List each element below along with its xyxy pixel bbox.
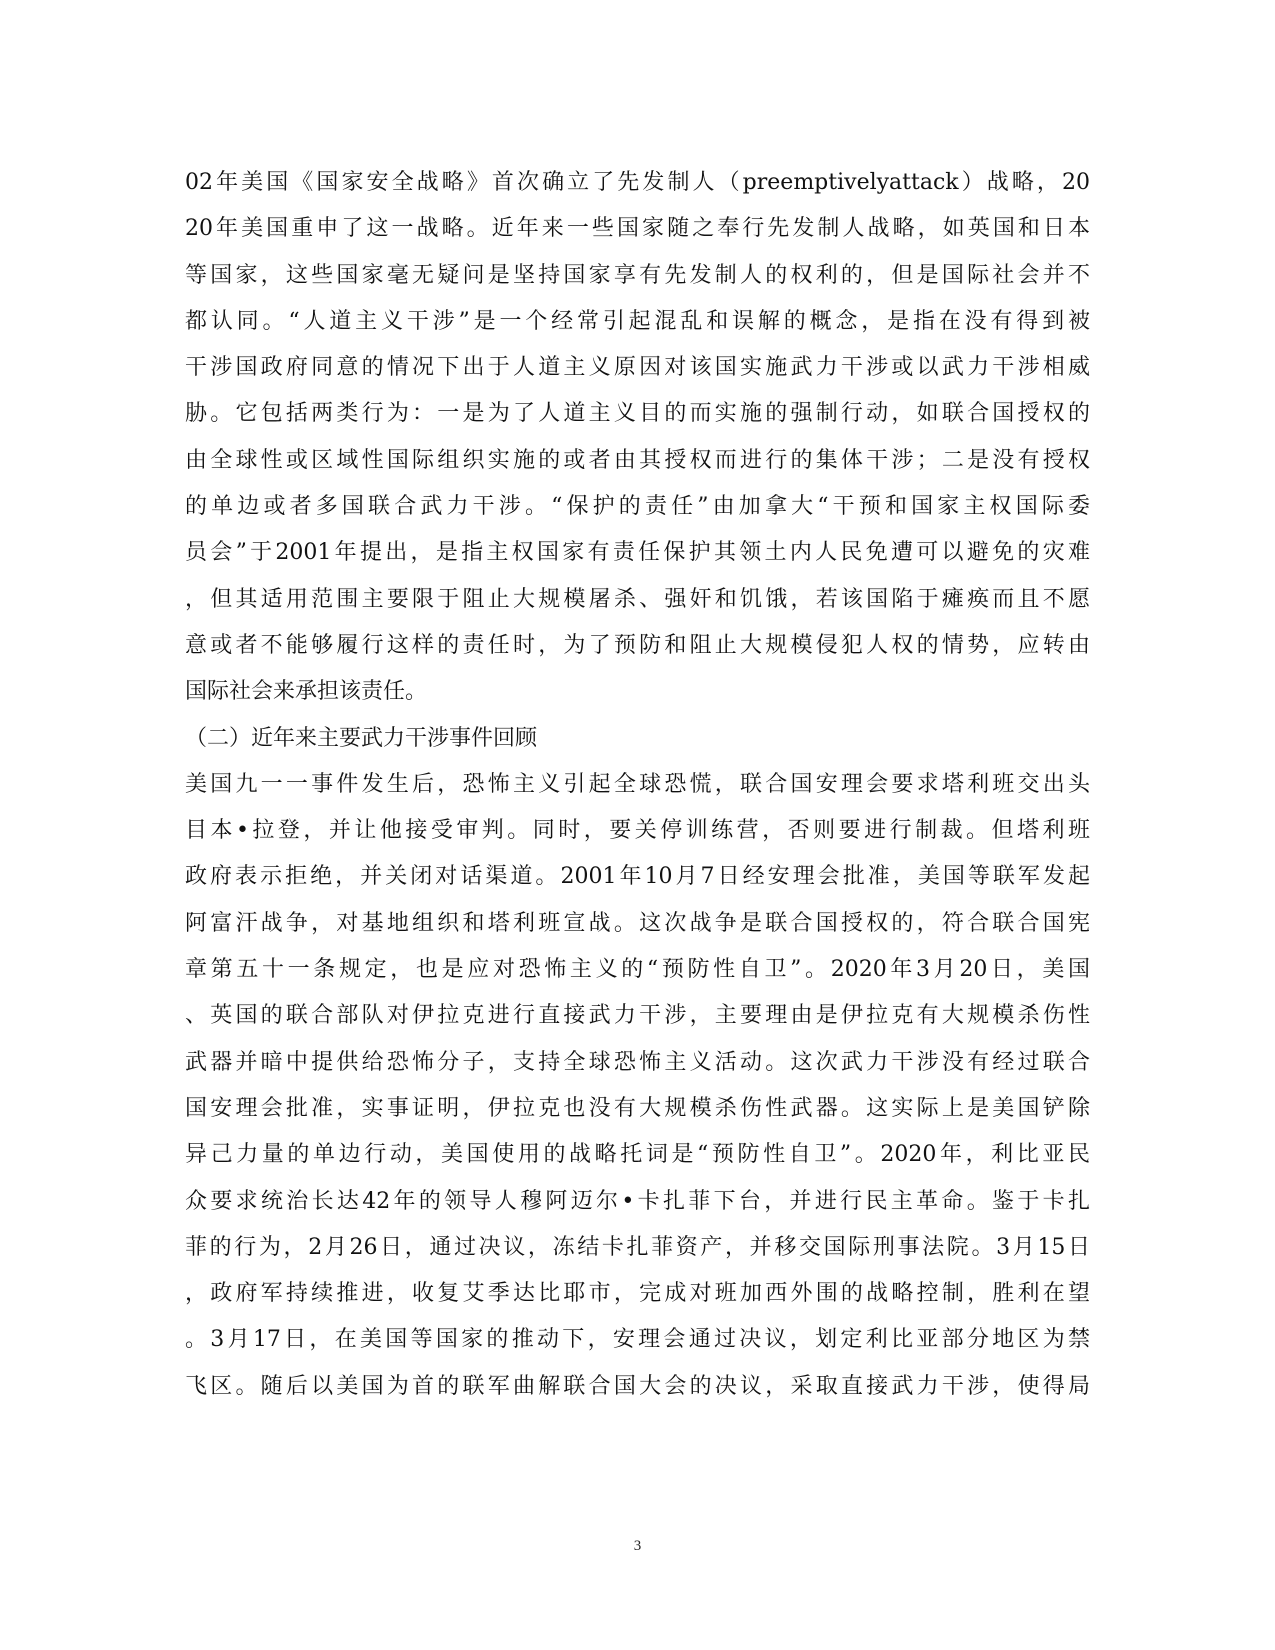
text-line: 目本•拉登，并让他接受审判。同时，要关停训练营，否则要进行制裁。但塔利班 <box>185 818 1090 844</box>
text-line: 意或者不能够履行这样的责任时，为了预防和阻止大规模侵犯人权的情势，应转由 <box>185 632 1090 658</box>
section-heading: （二）近年来主要武力干涉事件回顾 <box>185 725 538 751</box>
paragraph-end-line: 国际社会来承担该责任。 <box>185 679 428 705</box>
text-line: 菲的行为，2月26日，通过决议，冻结卡扎菲资产，并移交国际刑事法院。3月15日 <box>185 1234 1090 1260</box>
text-line: 飞区。随后以美国为首的联军曲解联合国大会的决议，采取直接武力干涉，使得局 <box>185 1373 1090 1399</box>
text-line: 02年美国《国家安全战略》首次确立了先发制人（preemptivelyattack）战略，20 <box>185 170 1090 195</box>
text-line: 阿富汗战争，对基地组织和塔利班宣战。这次战争是联合国授权的，符合联合国宪 <box>185 910 1090 936</box>
text-line: 20年美国重申了这一战略。近年来一些国家随之奉行先发制人战略，如英国和日本 <box>185 216 1090 242</box>
text-line: 员会”于2001年提出，是指主权国家有责任保护其领土内人民免遭可以避免的灾难 <box>185 540 1090 566</box>
text-line: 国安理会批准，实事证明，伊拉克也没有大规模杀伤性武器。这实际上是美国铲除 <box>185 1095 1090 1121</box>
text-line: 胁。它包括两类行为：一是为了人道主义目的而实施的强制行动，如联合国授权的 <box>185 401 1090 427</box>
text-line: 、英国的联合部队对伊拉克进行直接武力干涉，主要理由是伊拉克有大规模杀伤性 <box>185 1003 1090 1029</box>
text-line: 政府表示拒绝，并关闭对话渠道。2001年10月7日经安理会批准，美国等联军发起 <box>185 864 1090 890</box>
text-line: 美国九一一事件发生后，恐怖主义引起全球恐慌，联合国安理会要求塔利班交出头 <box>185 771 1090 797</box>
text-line: 武器并暗中提供给恐怖分子，支持全球恐怖主义活动。这次武力干涉没有经过联合 <box>185 1049 1090 1075</box>
text-line: 干涉国政府同意的情况下出于人道主义原因对该国实施武力干涉或以武力干涉相威 <box>185 355 1090 381</box>
text-line: 由全球性或区域性国际组织实施的或者由其授权而进行的集体干涉；二是没有授权 <box>185 447 1090 473</box>
text-line: ，政府军持续推进，收复艾季达比耶市，完成对班加西外围的战略控制，胜利在望 <box>185 1281 1090 1307</box>
text-line: 等国家，这些国家毫无疑问是坚持国家享有先发制人的权利的，但是国际社会并不 <box>185 262 1090 288</box>
text-line: 都认同。“人道主义干涉”是一个经常引起混乱和误解的概念，是指在没有得到被 <box>185 308 1090 334</box>
text-line: 异己力量的单边行动，美国使用的战略托词是“预防性自卫”。2020年，利比亚民 <box>185 1142 1090 1168</box>
text-line: 章第五十一条规定，也是应对恐怖主义的“预防性自卫”。2020年3月20日，美国 <box>185 957 1090 983</box>
text-line: ，但其适用范围主要限于阻止大规模屠杀、强奸和饥饿，若该国陷于瘫痪而且不愿 <box>185 586 1090 612</box>
page-number: 3 <box>633 1538 642 1554</box>
body-text <box>185 160 1090 1410</box>
text-line: 众要求统治长达42年的领导人穆阿迈尔•卡扎菲下台，并进行民主革命。鉴于卡扎 <box>185 1188 1090 1214</box>
text-line: 。3月17日，在美国等国家的推动下，安理会通过决议，划定利比亚部分地区为禁 <box>185 1327 1090 1353</box>
text-line: 的单边或者多国联合武力干涉。“保护的责任”由加拿大“干预和国家主权国际委 <box>185 494 1090 520</box>
